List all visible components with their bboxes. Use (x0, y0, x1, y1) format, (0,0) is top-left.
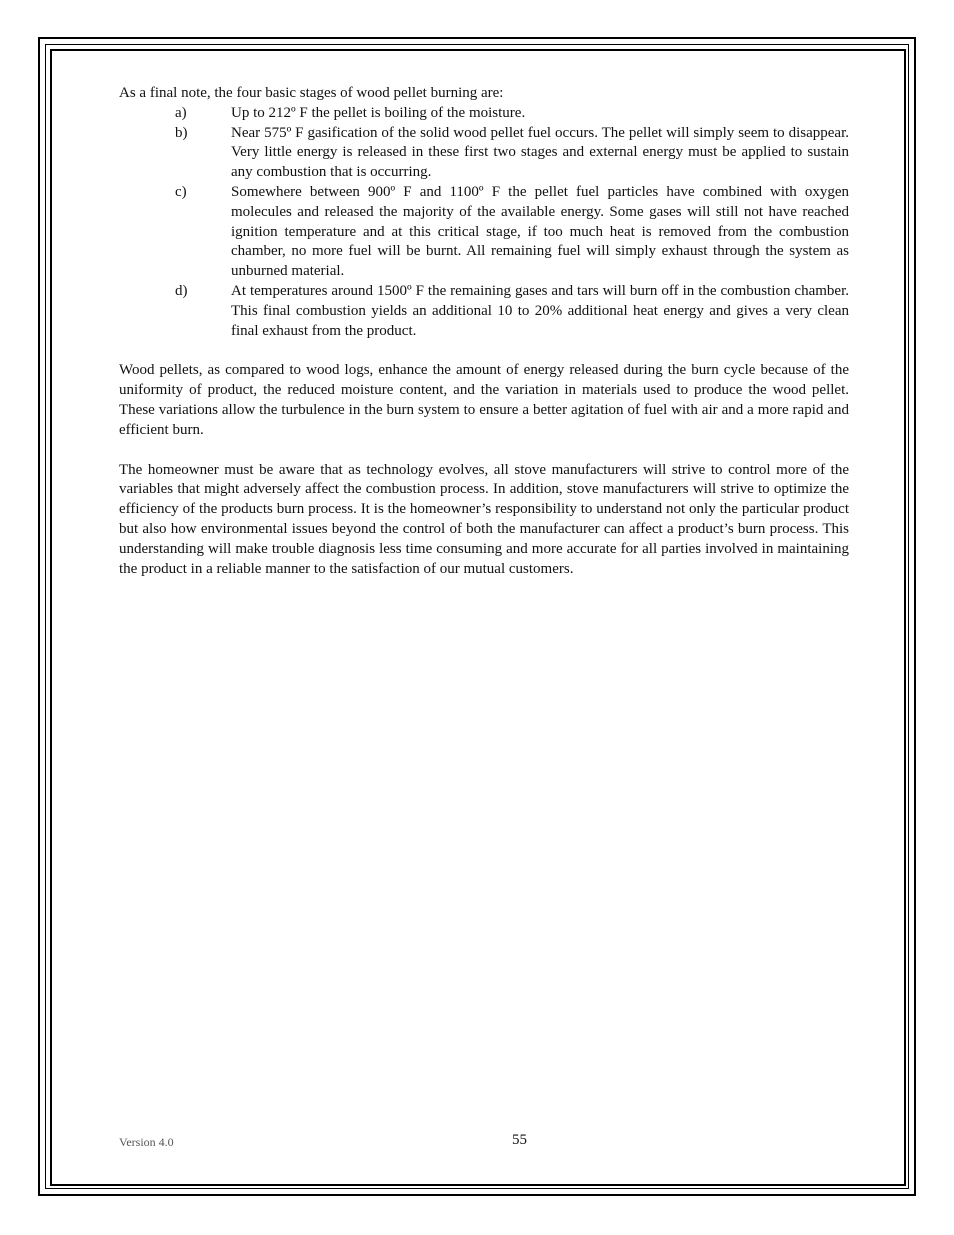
list-marker: d) (175, 282, 188, 299)
paragraph-homeowner: The homeowner must be aware that as technology evolves, all stove manufacturers will strive to control more of the variables that might adversely affect the combustion process. In addition, stove manufacturers will strive to optimize the efficiency of the products burn process. It is the homeowner’s responsibility to understand not only the particular product but also how environmental issues beyond the control of both the manufacturer can affect a product’s burn process. This understanding will make trouble diagnosis less time consuming and more accurate for all parties involved in maintaining the product in a reliable manner to the satisfaction of our mutual customers. (119, 461, 849, 577)
list-marker: a) (175, 104, 187, 121)
list-item-text: Up to 212º F the pellet is boiling of the moisture. (231, 104, 526, 121)
list-item (119, 282, 849, 341)
paragraph-wood-pellets: Wood pellets, as compared to wood logs, enhance the amount of energy released during the burn cycle because of the uniformity of product, the reduced moisture content, and the variation in materials used to produce the wood pellet. These variations allow the turbulence in the burn system to ensure a better agitation of fuel with air and a more rapid and efficient burn. (119, 362, 849, 438)
list-item (119, 124, 849, 183)
list-item-text: Near 575º F gasification of the solid wood pellet fuel occurs. The pellet will simply seem to disappear. Very little energy is released in these first two stages and external energy must be applied to sustain any combustion that is occurring. (231, 124, 849, 181)
list-marker: b) (175, 124, 188, 141)
list-item-text: Somewhere between 900º F and 1100º F the pellet fuel particles have combined with oxygen molecules and released the majority of the available energy. Some gases will still not have reached ignition temperature and at this critical stage, if too much heat is removed from the combustion chamber, no more fuel will be burnt. All remaining fuel will simply exhaust through the system as unburned material. (231, 183, 849, 280)
list-item (119, 183, 849, 282)
stage-list (119, 104, 849, 342)
list-item-text: At temperatures around 1500º F the remaining gases and tars will burn off in the combustion chamber. This final combustion yields an additional 10 to 20% additional heat energy and gives a very clean final exhaust from the product. (231, 282, 849, 339)
list-item (119, 104, 849, 124)
intro-text: As a final note, the four basic stages of wood pellet burning are: (119, 85, 504, 101)
page-number: 55 (512, 1132, 527, 1148)
list-marker: c) (175, 183, 187, 200)
document-body (119, 84, 849, 579)
footer-version: Version 4.0 (119, 1135, 174, 1149)
